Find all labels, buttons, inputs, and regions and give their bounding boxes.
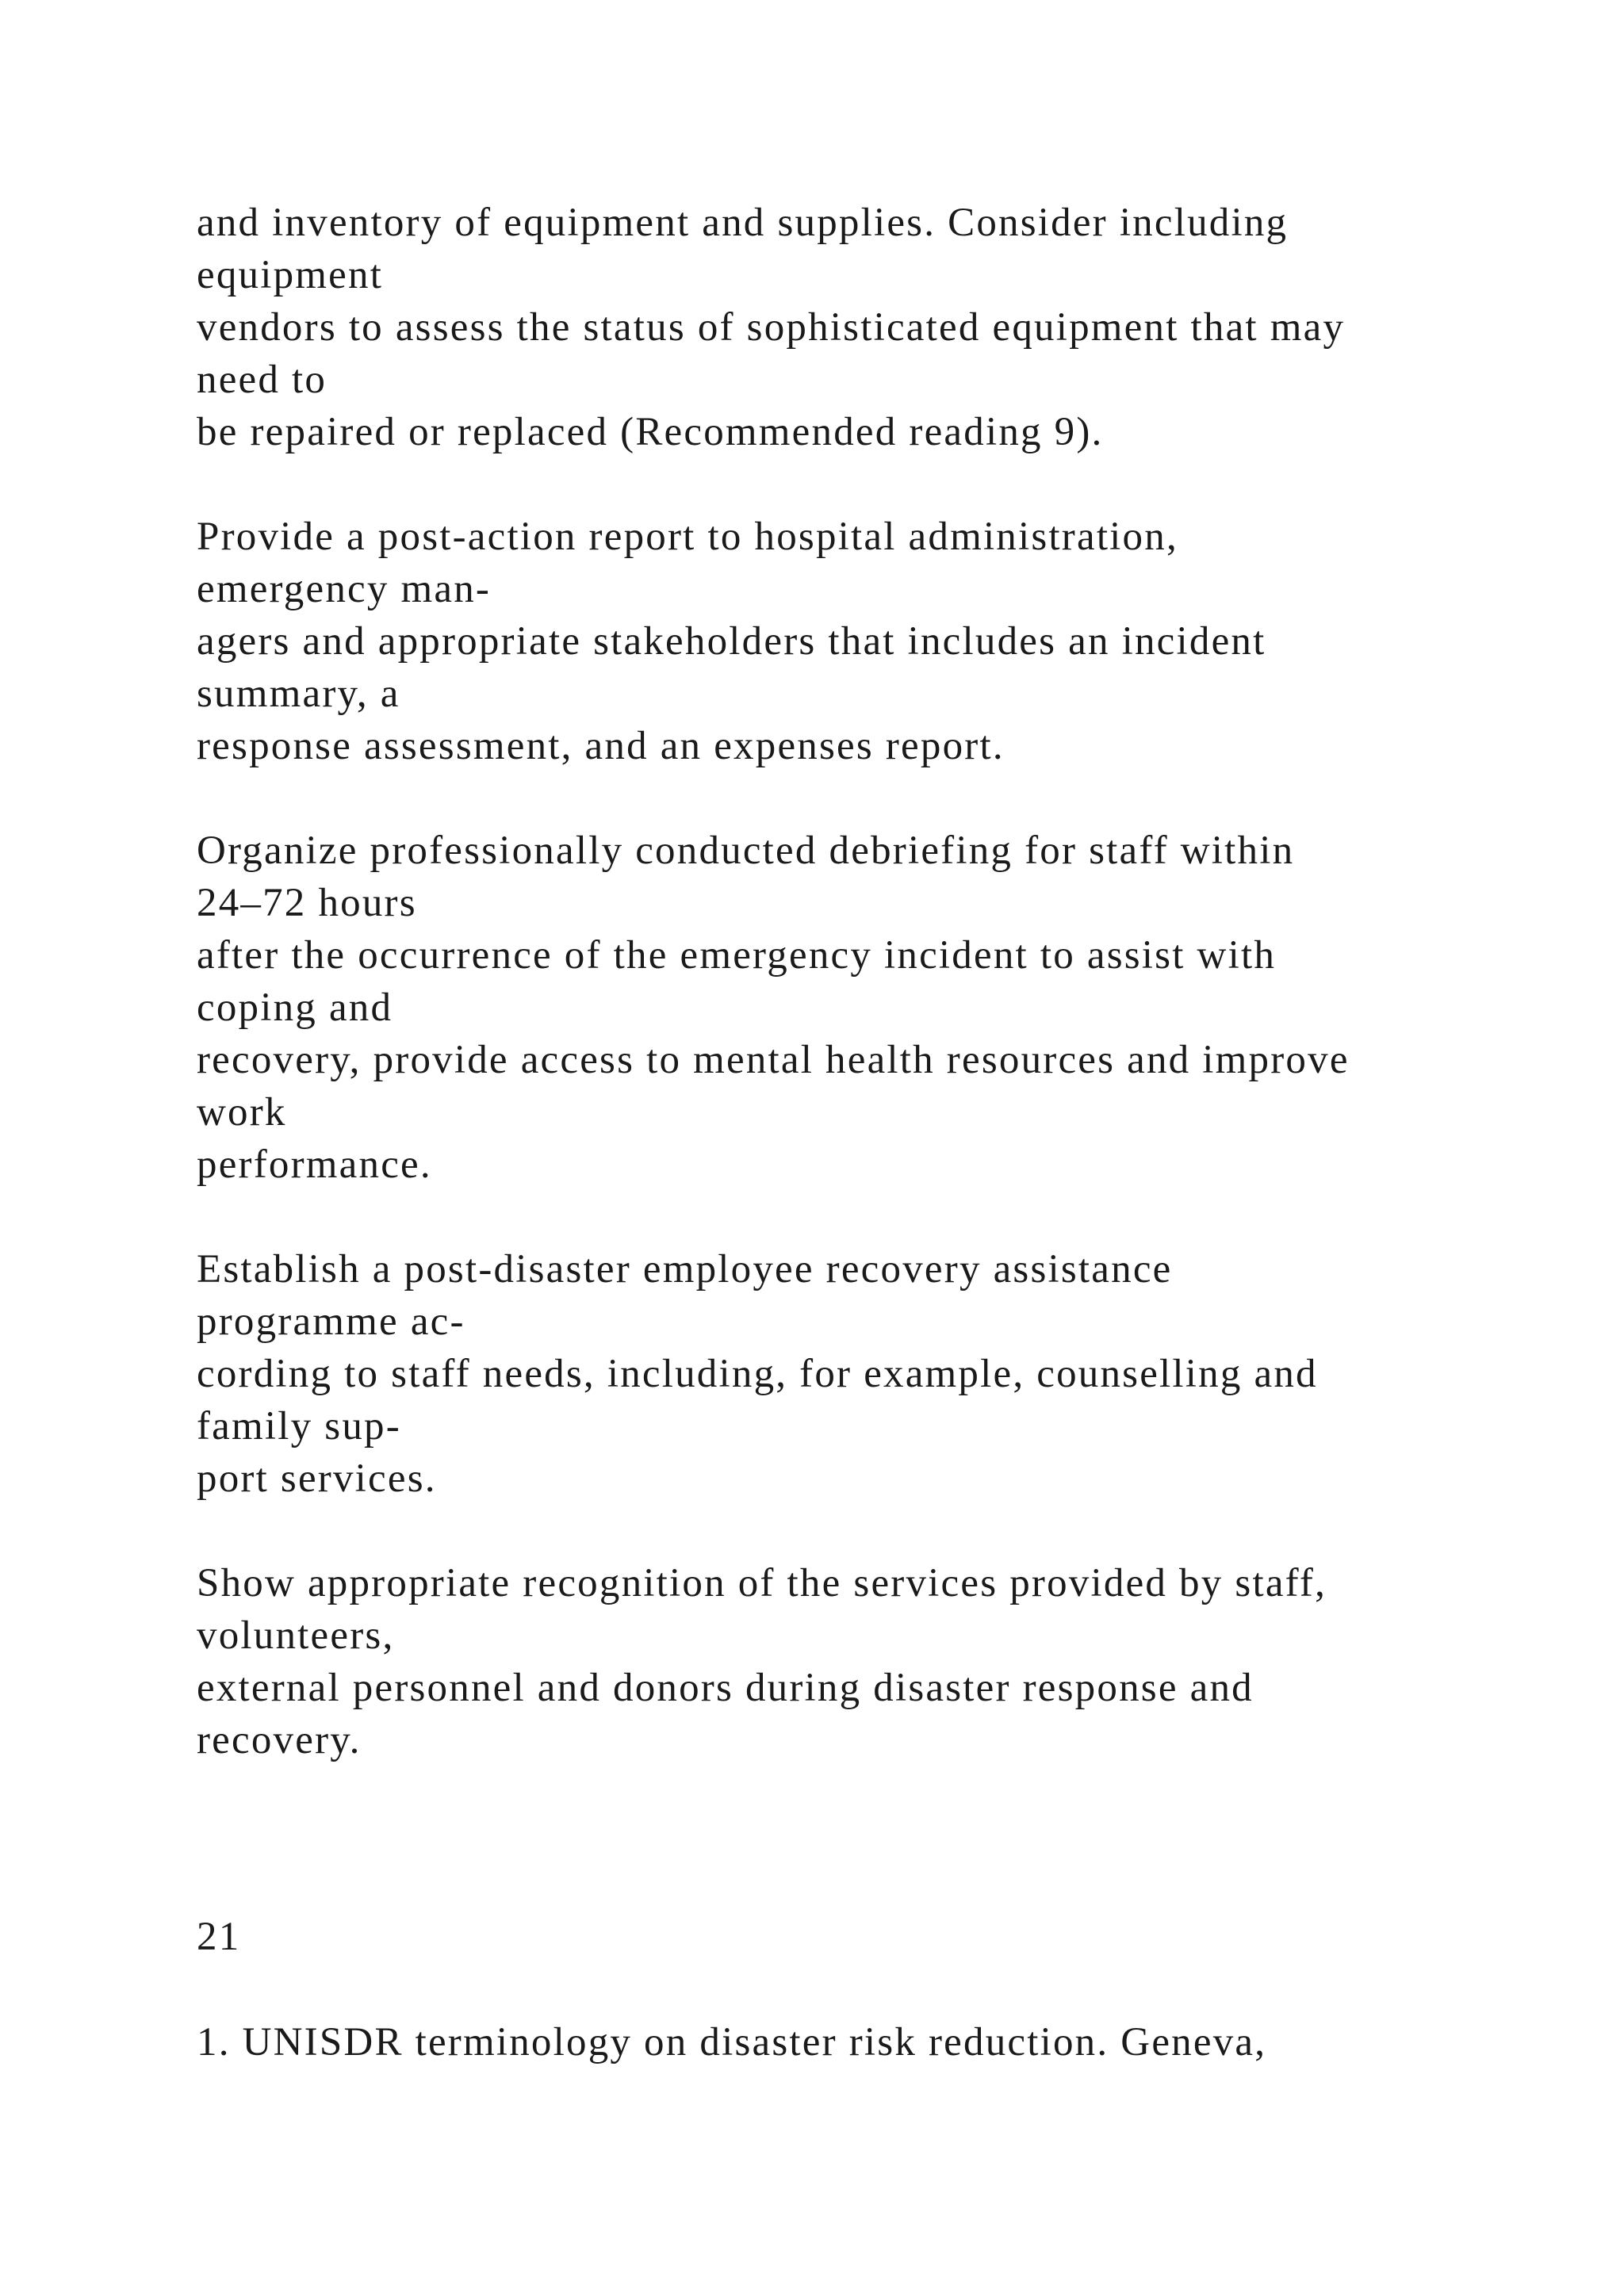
text-line: port services. — [197, 1456, 437, 1501]
text-line: Show appropriate recognition of the services provided by staff, — [197, 1561, 1327, 1605]
text-line: agers and appropriate stakeholders that includes an incident — [197, 619, 1266, 664]
text-line: programme ac- — [197, 1299, 465, 1344]
text-line: be repaired or replaced (Recommended reading 9). — [197, 410, 1104, 454]
body-text — [197, 197, 1561, 1819]
paragraph-debriefing — [197, 825, 1561, 1191]
text-line: external personnel and donors during disaster response and — [197, 1666, 1254, 1710]
paragraph-equipment-inventory — [197, 197, 1561, 458]
text-line: recovery. — [197, 1718, 362, 1762]
text-line: need to — [197, 358, 327, 402]
text-line: Organize professionally conducted debriefing for staff within — [197, 828, 1295, 873]
paragraph-recovery-assistance — [197, 1243, 1561, 1505]
text-line: vendors to assess the status of sophisticated equipment that may — [197, 305, 1346, 350]
paragraph-post-action-report — [197, 511, 1561, 772]
page-number: 21 — [197, 1915, 241, 1959]
text-line: coping and — [197, 985, 393, 1030]
text-line: summary, a — [197, 672, 400, 716]
text-line: work — [197, 1090, 287, 1135]
text-line: Establish a post-disaster employee recovery assistance — [197, 1247, 1173, 1292]
text-line: and inventory of equipment and supplies. Consider including — [197, 201, 1289, 245]
text-line: Provide a post-action report to hospital administration, — [197, 515, 1178, 559]
reference-entry: 1. UNISDR terminology on disaster risk reduction. Geneva, — [197, 2020, 1267, 2064]
text-line: 24–72 hours — [197, 881, 417, 925]
text-line: equipment — [197, 253, 384, 297]
text-line: cording to staff needs, including, for example, counselling and — [197, 1352, 1318, 1396]
text-line: performance. — [197, 1142, 432, 1187]
text-line: response assessment, and an expenses report. — [197, 724, 1005, 768]
text-line: after the occurrence of the emergency incident to assist with — [197, 933, 1277, 978]
text-line: recovery, provide access to mental health resources and improve — [197, 1038, 1350, 1082]
paragraph-recognition — [197, 1557, 1561, 1766]
text-line: emergency man- — [197, 567, 492, 611]
text-line: volunteers, — [197, 1613, 395, 1658]
text-line: family sup- — [197, 1404, 401, 1448]
